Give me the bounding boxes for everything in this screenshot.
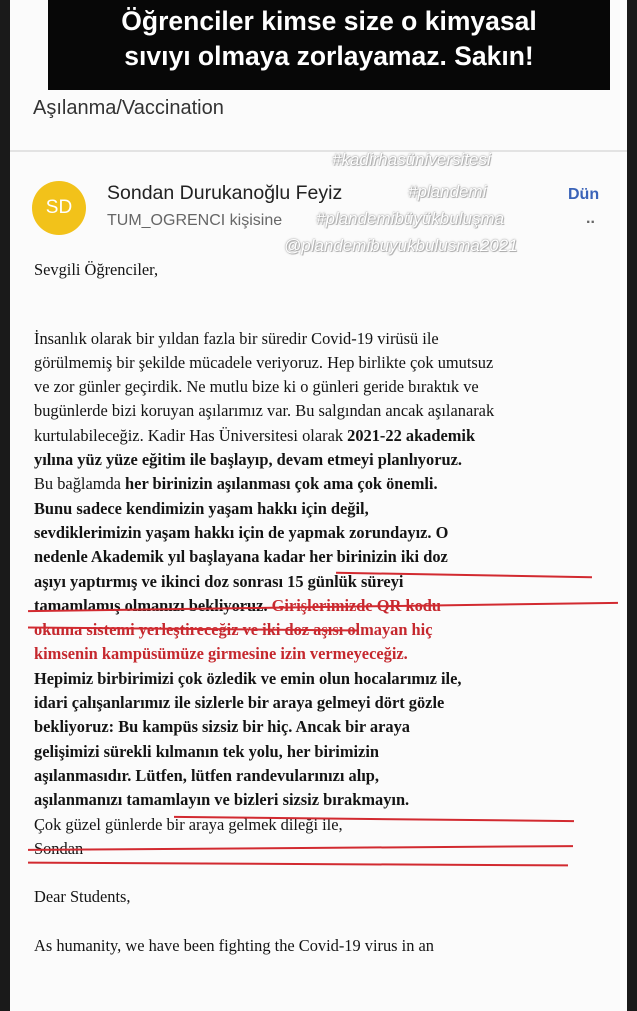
body-line: aşılanmanızı tamamlayın ve bizleri sizsiz bırakmayın. xyxy=(34,790,410,810)
body-line: İnsanlık olarak bir yıldan fazla bir süredir Covid-19 virüsü ile xyxy=(34,328,439,348)
body-line: Hepimiz birbirimizi çok özledik ve emin olun hocalarımız ile, xyxy=(34,668,462,688)
hashtag-plandemi-buyuk-bulusma: #plandemibüyükbuluşma xyxy=(316,209,505,228)
email-date: Dün xyxy=(568,186,600,203)
bold-text: her birinizin aşılanması çok ama çok önemli. xyxy=(125,474,438,494)
recipient-text: TUM_OGRENCI kişisine xyxy=(107,212,283,229)
hashtag-plandemi: #plandemi xyxy=(408,182,487,201)
body-line: aşıyı yaptırmış ve ikinci doz sonrası 15 günlük süreyi xyxy=(34,571,404,591)
header-divider xyxy=(10,150,627,152)
hashtag-kadirhas: #kadirhasüniversitesi xyxy=(332,150,491,169)
body-line-en: As humanity, we have been fighting the Covid-19 virus in an xyxy=(34,936,434,956)
bold-text: tamamlamış olmanızı bekliyoruz. xyxy=(34,595,272,615)
body-text: kurtulabileceğiz. Kadir Has Üniversitesi olarak xyxy=(34,425,348,445)
email-subject: Aşılanma/Vaccination xyxy=(33,97,224,119)
body-line: idari çalışanlarımız ile sizlerle bir araya gelmeyi dört gözle xyxy=(34,693,445,713)
body-line: okuma sistemi yerleştireceğiz ve iki doz aşısı olmayan hiç xyxy=(34,620,433,640)
body-line xyxy=(34,472,614,496)
body-line: kimsenin kampüsümüze girmesine izin vermeyeceğiz. xyxy=(34,644,408,664)
greeting: Sevgili Öğrenciler, xyxy=(34,260,159,279)
recipient-line[interactable] xyxy=(107,212,282,230)
body-line: Bunu sadece kendimizin yaşam hakkı için değil, xyxy=(34,498,369,518)
signature: Sondan xyxy=(34,838,84,858)
body-line: ve zor günler geçirdik. Ne mutlu bize ki o günleri geride bıraktık ve xyxy=(34,377,479,397)
body-line: yılına yüz yüze eğitim ile başlayıp, devam etmeyi planlıyoruz. xyxy=(34,450,462,470)
body-line: aşılanmasıdır. Lütfen, lütfen randevularınızı alıp, xyxy=(34,765,380,785)
screenshot-frame xyxy=(10,0,627,1011)
body-line: gelişimizi sürekli kılmanın tek yolu, her birimizin xyxy=(34,741,379,761)
body-text: Bu bağlamda xyxy=(34,474,126,494)
closing-line: Çok güzel günlerde bir araya gelmek dileği ile, xyxy=(34,814,343,834)
body-line: bugünlerde bizi koruyan aşılarımız var. Bu salgından ancak aşılanarak xyxy=(34,401,495,421)
caption-line-2: sıvıyı olmaya zorlayamaz. Sakın! xyxy=(124,41,534,71)
caption-line-1: Öğrenciler kimse size o kimyasal xyxy=(121,6,537,36)
recipient-ellipsis: .. xyxy=(586,210,595,227)
body-line: bekliyoruz: Bu kampüs sizsiz bir hiç. Ancak bir araya xyxy=(34,717,410,737)
body-line: görülmemiş bir şekilde mücadele veriyoruz. Hep birlikte çok umutsuz xyxy=(34,352,494,372)
body-line xyxy=(34,424,614,448)
body-line: nedenle Akademik yıl başlayana kadar her birinizin iki doz xyxy=(34,547,448,567)
red-bold-text: Girişlerimizde QR kodu xyxy=(271,595,442,615)
sender-name[interactable]: Sondan Durukanoğlu Feyiz xyxy=(107,182,343,204)
body-line: sevdiklerimizin yaşam hakkı için de yapmak zorundayız. O xyxy=(34,522,449,542)
avatar[interactable]: SD xyxy=(32,181,86,235)
bold-text: 2021-22 akademik xyxy=(347,425,476,445)
greeting-en: Dear Students, xyxy=(34,887,131,907)
hashtag-account: @plandemibuyukbulusma2021 xyxy=(284,236,518,255)
caption-banner xyxy=(48,0,610,90)
